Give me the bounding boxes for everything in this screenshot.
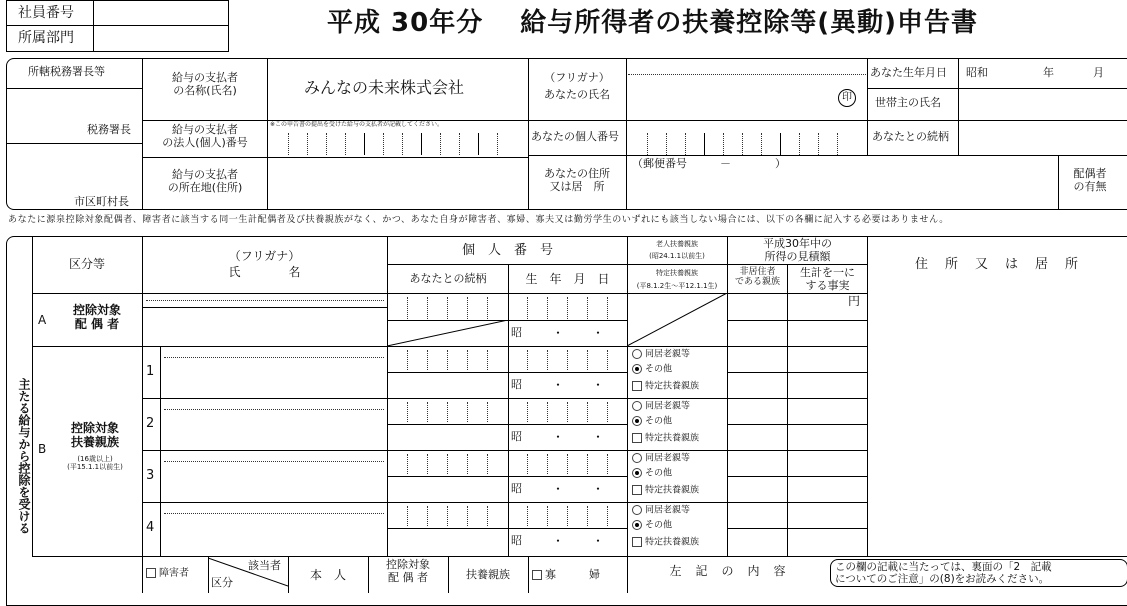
dependent-name-input[interactable] <box>164 416 384 446</box>
col-income-title: 平成30年中の 所得の見積額 <box>763 237 832 263</box>
number-cell-divider <box>487 506 488 526</box>
col-livelihood: 生計を一に する事実 <box>800 266 855 292</box>
row-b-label: 控除対象 扶養親族 <box>70 421 119 449</box>
number-cell-divider <box>547 350 548 370</box>
dependent-sho-label: 昭 <box>511 430 522 443</box>
number-cell-divider <box>527 350 528 370</box>
radio-other[interactable] <box>632 364 672 375</box>
dependent-dob-dot: ・ <box>552 534 565 548</box>
number-cell-divider <box>467 402 468 422</box>
check-specific-label: 特定扶養親族 <box>645 381 700 392</box>
dependent-dob-dot: ・ <box>592 482 605 496</box>
col-nonresident: 非居住者 である親族 <box>734 267 780 288</box>
number-cell-divider <box>407 402 408 422</box>
radio-other-label: その他 <box>645 416 673 427</box>
details-label: 左 記 の 内 容 <box>669 564 787 578</box>
widow-label: 寡 婦 <box>545 568 600 581</box>
radio-elderly[interactable] <box>632 401 690 412</box>
col-elderly: 老人扶養親族 <box>656 240 698 248</box>
number-cell-divider <box>547 297 548 319</box>
dependent-name-input[interactable] <box>164 520 384 550</box>
radio-elderly[interactable] <box>632 453 690 464</box>
number-cell-divider <box>447 402 448 422</box>
check-specific-label: 特定扶養親族 <box>645 433 700 444</box>
row-a-dot-1: ・ <box>552 326 565 340</box>
city-mayor: 市区町村長 <box>74 195 129 208</box>
number-cell-divider <box>447 506 448 526</box>
employee-number-input[interactable] <box>96 3 226 23</box>
col-specific: 特定扶養親族 <box>656 269 698 277</box>
number-cell-divider <box>547 454 548 474</box>
number-cell-divider <box>407 506 408 526</box>
spouse-presence-label: 配偶者 の有無 <box>1073 167 1107 193</box>
number-cell-divider <box>467 506 468 526</box>
dependent-row-number: 2 <box>146 416 155 431</box>
number-cell-divider <box>527 506 528 526</box>
disabled-checkbox[interactable] <box>146 568 189 580</box>
radio-other[interactable] <box>632 520 672 531</box>
check-specific[interactable] <box>632 381 699 392</box>
check-specific[interactable] <box>632 433 699 444</box>
era-label: 昭和 <box>966 66 988 79</box>
number-cell-divider <box>527 402 528 422</box>
radio-other-label: その他 <box>645 520 673 531</box>
check-specific-label: 特定扶養親族 <box>645 537 700 548</box>
number-cell-divider <box>567 297 568 319</box>
row-a-yen: 円 <box>848 294 861 308</box>
number-cell-divider <box>587 506 588 526</box>
payer-number-label: 給与の支払者 の法人(個人)番号 <box>162 123 248 149</box>
row-a-diagonal <box>387 320 508 346</box>
number-cell-divider <box>467 297 468 319</box>
dependent-row-number: 3 <box>146 468 155 483</box>
number-cell-divider <box>607 506 608 526</box>
radio-elderly-label: 同居老親等 <box>645 453 691 464</box>
radio-elderly-label: 同居老親等 <box>645 505 691 516</box>
number-cell-divider <box>567 350 568 370</box>
number-cell-divider <box>547 402 548 422</box>
your-name-label: あなたの氏名 <box>544 88 610 101</box>
number-cell-divider <box>407 454 408 474</box>
row-a-sho: 昭 <box>511 326 522 339</box>
dependent-sho-label: 昭 <box>511 534 522 547</box>
col-name: 氏 名 <box>228 265 301 279</box>
radio-other[interactable] <box>632 416 672 427</box>
number-cell-divider <box>587 454 588 474</box>
dob-label: あなた生年月日 <box>870 66 947 79</box>
number-cell-divider <box>467 454 468 474</box>
radio-elderly[interactable] <box>632 349 690 360</box>
col-relation: あなたとの続柄 <box>409 272 487 285</box>
number-cell-divider <box>447 350 448 370</box>
number-cell-divider <box>527 454 528 474</box>
month-label: 月 <box>1093 66 1104 79</box>
dependent-dob-dot: ・ <box>592 534 605 548</box>
col-elderly-date: (昭24.1.1以前生) <box>649 252 705 260</box>
radio-other-label: その他 <box>645 364 673 375</box>
dependent-furigana-input[interactable] <box>164 503 384 513</box>
radio-elderly[interactable] <box>632 505 690 516</box>
dependent-name-input[interactable] <box>164 364 384 394</box>
tax-office-label: 所轄税務署長等 <box>28 65 105 78</box>
number-cell-divider <box>407 297 408 319</box>
row-a-dot-2: ・ <box>592 326 605 340</box>
tax-office-chief: 税務署長 <box>87 123 131 136</box>
employee-number-label: 社員番号 <box>18 5 74 21</box>
number-cell-divider <box>487 454 488 474</box>
number-cell-divider <box>447 454 448 474</box>
number-cell-divider <box>427 506 428 526</box>
dependent-dob-dot: ・ <box>552 430 565 444</box>
relation-label: あなたとの続柄 <box>872 130 949 143</box>
col-dob: 生 年 月 日 <box>525 272 610 286</box>
bottom-dependent-label: 扶養親族 <box>466 568 510 581</box>
notice-text: あなたに源泉控除対象配偶者、障害者に該当する同一生計配偶者及び扶養親族がなく、かつ、あなた自身が障害者、寡婦、寡夫又は勤労学生のいずれにも該当しない場合には、以下の各欄に記入する必要はありません。 <box>8 215 949 225</box>
number-cell-divider <box>487 350 488 370</box>
number-cell-divider <box>407 350 408 370</box>
department-input[interactable] <box>96 28 226 48</box>
payer-name-value[interactable]: みんなの未来株式会社 <box>304 78 465 97</box>
number-cell-divider <box>607 454 608 474</box>
number-cell-divider <box>607 297 608 319</box>
row-a-label: 控除対象 配 偶 者 <box>72 303 121 331</box>
dependent-dob-dot: ・ <box>592 378 605 392</box>
number-cell-divider <box>547 506 548 526</box>
payer-number-note: ※この申告書の提出を受けた給与の支払者が記載してください。 <box>270 121 444 128</box>
dependent-row-number: 1 <box>146 364 155 379</box>
check-specific[interactable] <box>632 537 699 548</box>
dependent-furigana-input[interactable] <box>164 347 384 357</box>
number-cell-divider <box>607 402 608 422</box>
number-cell-divider <box>567 402 568 422</box>
row-a-letter: A <box>38 313 47 327</box>
dependent-sho-label: 昭 <box>511 378 522 391</box>
number-cell-divider <box>487 297 488 319</box>
side-label: 主たる給与から控除を受ける <box>17 378 31 534</box>
page-title: 平成 30年分 給与所得者の扶養控除等(異動)申告書 <box>327 8 979 38</box>
number-cell-divider <box>487 402 488 422</box>
number-cell-divider <box>427 454 428 474</box>
check-specific[interactable] <box>632 485 699 496</box>
dependent-name-input[interactable] <box>164 468 384 498</box>
radio-other[interactable] <box>632 468 672 479</box>
col-furigana: （フリガナ） <box>228 249 301 263</box>
disabled-label: 障害者 <box>159 568 189 579</box>
number-cell-divider <box>467 350 468 370</box>
number-cell-divider <box>527 297 528 319</box>
col-personal-number: 個 人 番 号 <box>461 243 553 258</box>
number-cell-divider <box>447 297 448 319</box>
seal-mark: 印 <box>838 89 856 107</box>
category-label: 区分 <box>211 576 233 589</box>
check-specific-label: 特定扶養親族 <box>645 485 700 496</box>
dependent-dob-dot: ・ <box>552 482 565 496</box>
bottom-spouse-label: 控除対象 配 偶 者 <box>386 558 430 584</box>
household-head-label: 世帯主の氏名 <box>875 96 941 109</box>
department-label: 所属部門 <box>18 30 74 46</box>
postal-label: （郵便番号 － ） <box>632 157 786 170</box>
number-cell-divider <box>607 350 608 370</box>
row-b-sub: (16歳以上) (平15.1.1以前生) <box>67 455 123 472</box>
number-cell-divider <box>427 350 428 370</box>
dependent-furigana-input[interactable] <box>164 399 384 409</box>
dependent-row-number: 4 <box>146 520 155 535</box>
dependent-dob-dot: ・ <box>592 430 605 444</box>
widow-checkbox[interactable] <box>532 569 600 582</box>
number-cell-divider <box>427 402 428 422</box>
your-address-label: あなたの住所 又は居 所 <box>544 167 610 193</box>
payer-name-label: 給与の支払者 の名称(氏名) <box>172 71 238 97</box>
year-label: 年 <box>1043 66 1054 79</box>
your-number-label: あなたの個人番号 <box>531 130 619 143</box>
dependent-furigana-input[interactable] <box>164 451 384 461</box>
applicable-label: 該当者 <box>248 559 281 572</box>
number-cell-divider <box>567 454 568 474</box>
col-address: 住 所 又 は 居 所 <box>914 257 1080 272</box>
dependent-sho-label: 昭 <box>511 482 522 495</box>
furigana-guide <box>146 300 384 301</box>
row-a-elderly-diagonal <box>627 293 727 346</box>
furigana-label: （フリガナ） <box>544 71 610 84</box>
radio-elderly-label: 同居老親等 <box>645 349 691 360</box>
dependent-dob-dot: ・ <box>552 378 565 392</box>
radio-other-label: その他 <box>645 468 673 479</box>
number-cell-divider <box>587 297 588 319</box>
number-cell-divider <box>567 506 568 526</box>
col-specific-date: (平8.1.2生～平12.1.1生) <box>636 282 718 290</box>
number-cell-divider <box>587 402 588 422</box>
payer-address-label: 給与の支払者 の所在地(住所) <box>167 168 243 194</box>
bottom-note: この欄の記載に当たっては、裏面の「2 記載 についてのご注意」の(8)をお読みください。 <box>830 559 1127 587</box>
number-cell-divider <box>427 297 428 319</box>
self-label: 本 人 <box>309 568 346 582</box>
number-cell-divider <box>587 350 588 370</box>
row-b-letter: B <box>38 442 47 456</box>
col-category: 区分等 <box>68 257 105 271</box>
radio-elderly-label: 同居老親等 <box>645 401 691 412</box>
